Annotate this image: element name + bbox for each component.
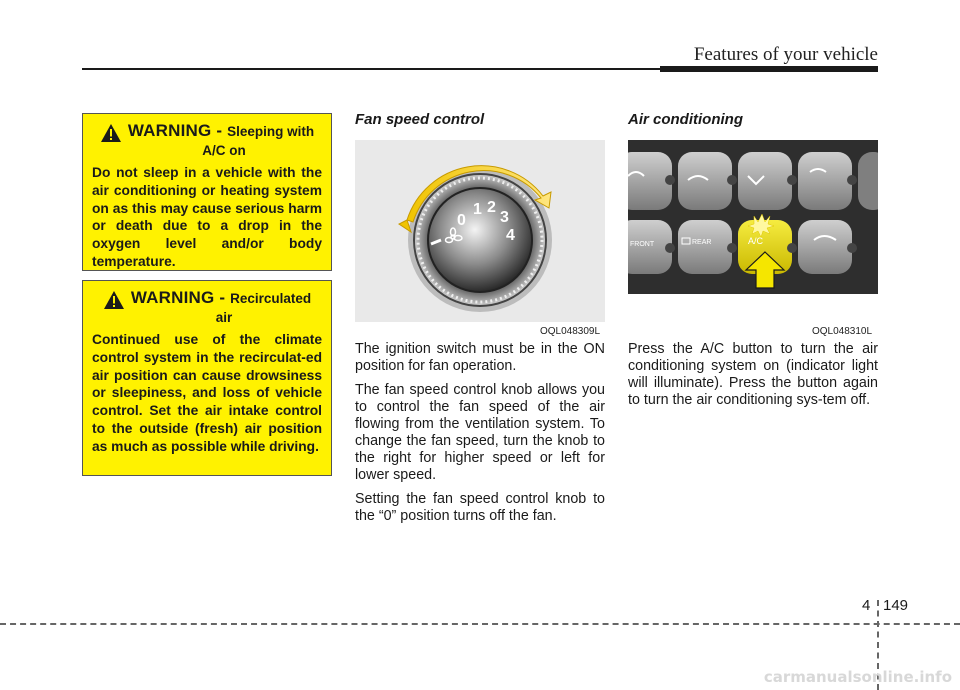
- fan-paragraph-3: Setting the fan speed control knob to the “0” position turns off the fan.: [355, 491, 605, 524]
- ac-section-title: Air conditioning: [628, 111, 743, 128]
- knob-label-3: 3: [500, 209, 509, 226]
- warning-subtitle-line2: A/C on: [202, 143, 246, 158]
- watermark: carmanualsonline.info: [763, 668, 952, 686]
- chapter-number: 4: [862, 597, 871, 614]
- ac-paragraph-1: Press the A/C button to turn the air conditioning system on (indicator light will illuminate). Press the button again to turn the air conditioning sys-tem off.: [628, 341, 878, 408]
- warning-word: WARNING: [130, 288, 215, 307]
- warning-word: WARNING: [127, 121, 212, 140]
- warning-body: Continued use of the climate control system in the recirculat-ed air position can cause drowsiness or sleepiness, and loss of vehicle control. Set the air intake control to the outside (fresh) air position as much as possible while driving.: [92, 332, 322, 454]
- warning-triangle-icon: [100, 123, 122, 143]
- warning-heading: WARNING - Sleeping with: [92, 122, 322, 143]
- warning-subtitle: Recirculated: [230, 291, 312, 306]
- knob-label-2: 2: [487, 199, 496, 216]
- fan-knob-illustration: [355, 140, 605, 322]
- fan-section-title-wrap: [355, 111, 605, 128]
- ac-text: [628, 341, 878, 416]
- page-number: 149: [883, 597, 909, 614]
- ac-button-label: A/C: [748, 236, 764, 246]
- ac-panel-figure: [628, 140, 878, 294]
- page-header-title: Features of your vehicle: [693, 44, 878, 65]
- warning-triangle-icon: [103, 290, 125, 310]
- front-defrost-label: FRONT: [630, 241, 655, 248]
- ac-figure-code: OQL048310L: [812, 326, 873, 337]
- rear-defrost-label: REAR: [692, 239, 712, 246]
- knob-label-0: 0: [457, 212, 466, 229]
- footer-rule: [0, 623, 960, 625]
- fan-text: [355, 341, 605, 532]
- fan-figure-code: OQL048309L: [540, 326, 601, 337]
- warning-body: Do not sleep in a vehicle with the air conditioning or heating system on as this may cause serious harm or death due to a drop in the oxygen level and/or body temperature.: [92, 165, 322, 269]
- warning-heading: WARNING - Recirculated: [92, 289, 322, 310]
- fan-paragraph-2: The fan speed control knob allows you to control the fan speed of the air flowing from the ventilation system. To change the fan speed, turn the knob to the right for higher speed or left for lower speed.: [355, 382, 605, 483]
- ac-section-title-wrap: [628, 111, 878, 128]
- warning-box-sleeping: [82, 113, 332, 271]
- knob-label-4: 4: [506, 227, 515, 244]
- fan-knob-figure: [355, 140, 605, 322]
- fan-paragraph-1: The ignition switch must be in the ON position for fan operation.: [355, 341, 605, 374]
- ac-panel-illustration: [628, 140, 878, 294]
- knob-label-1: 1: [473, 201, 482, 218]
- warning-subtitle: Sleeping with: [227, 124, 315, 139]
- warning-subtitle-line2: air: [215, 310, 233, 325]
- fan-section-title: Fan speed control: [355, 111, 485, 128]
- header-rule-accent: [660, 66, 878, 72]
- warning-box-recirculated: [82, 280, 332, 476]
